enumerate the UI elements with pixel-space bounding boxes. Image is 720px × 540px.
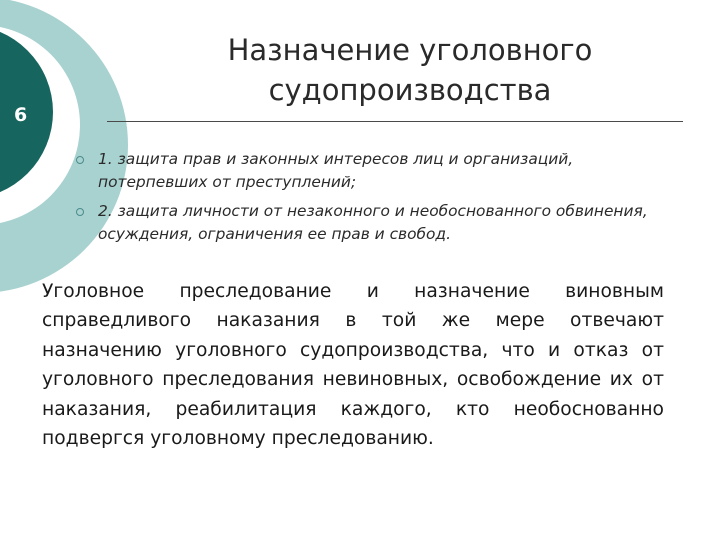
bullet-list bbox=[74, 148, 684, 252]
title-divider bbox=[107, 121, 683, 122]
bullet-item bbox=[74, 148, 684, 194]
body-paragraph: Уголовное преследование и назначение виновным справедливого наказания в той же мере отвечают назначению уголовного судопроизводства, что и отказ от уголовного преследования невиновных, освобождение их от наказания, реабилитация каждого, кто необоснованно подвергся уголовному преследованию. bbox=[42, 281, 664, 450]
slide-title: Назначение уголовного судопроизводства bbox=[227, 33, 593, 107]
bullet-item bbox=[74, 200, 684, 246]
bullet-text: 1. защита прав и законных интересов лиц и организаций, потерпевших от преступлений; bbox=[98, 150, 574, 191]
slide-number: 6 bbox=[14, 104, 28, 126]
circle-bullet-icon bbox=[76, 208, 84, 216]
circle-bullet-icon bbox=[76, 156, 84, 164]
bullet-text: 2. защита личности от незаконного и необоснованного обвинения, осуждения, ограничения ее прав и свобод. bbox=[98, 202, 648, 243]
